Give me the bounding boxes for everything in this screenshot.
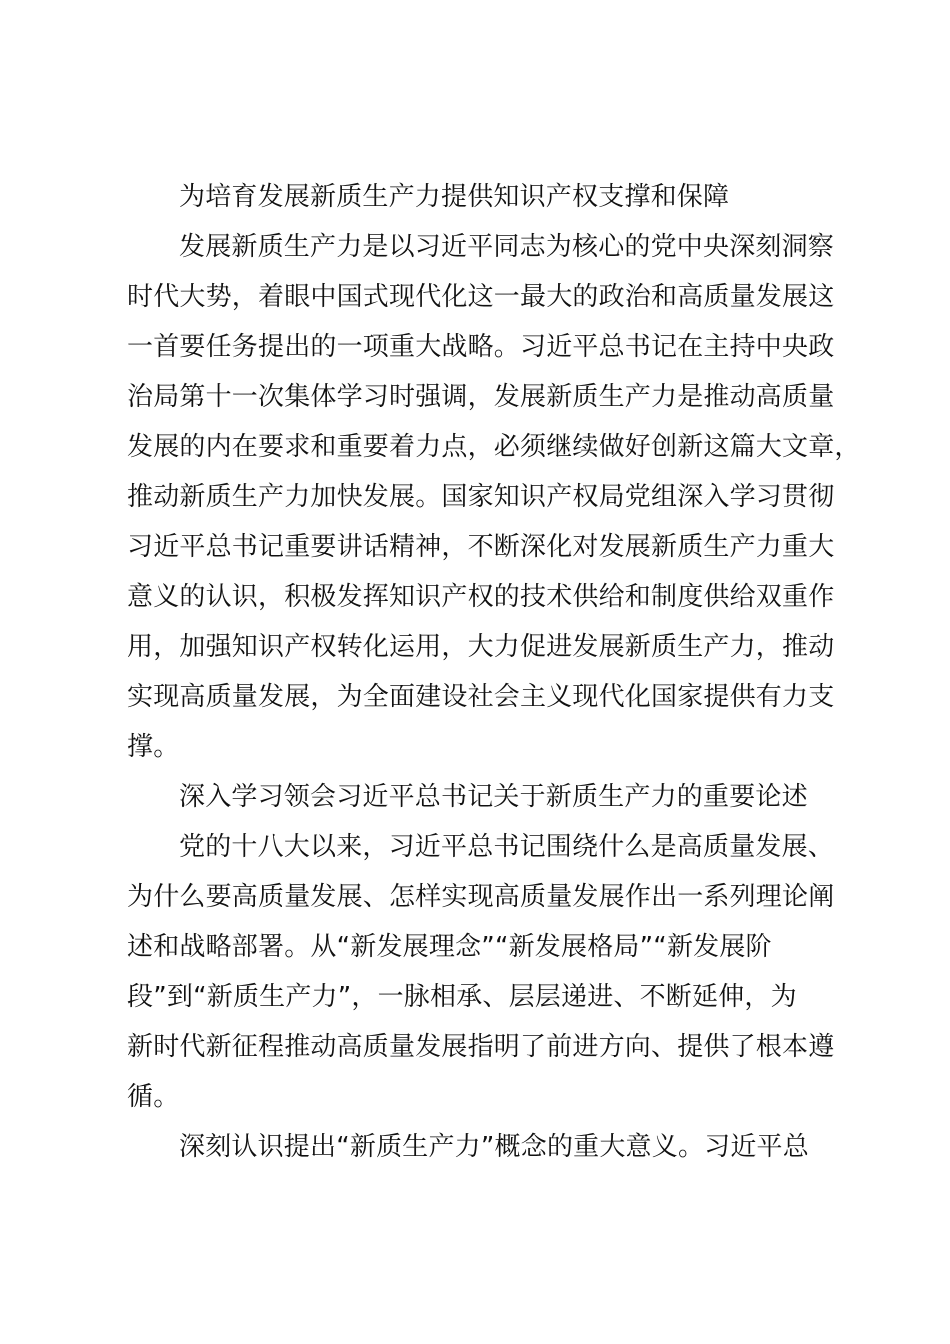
document-page [127,178,861,1172]
paragraph-line: 用，加强知识产权转化运用，大力促进发展新质生产力，推动 [127,632,835,662]
document-title: 为培育发展新质生产力提供知识产权支撑和保障 [179,182,730,212]
section-heading [127,772,833,822]
paragraph-line: 实现高质量发展，为全面建设社会主义现代化国家提供有力支 [127,682,835,712]
paragraph-body [127,822,833,1122]
paragraph-line: 习近平总书记重要讲话精神，不断深化对发展新质生产力重大 [127,532,835,562]
paragraph-line: 推动新质生产力加快发展。国家知识产权局党组深入学习贯彻 [127,482,835,512]
paragraph-line: 治局第十一次集体学习时强调，发展新质生产力是推动高质量 [127,382,835,412]
paragraph-line: 发展的内在要求和重要着力点，必须继续做好创新这篇大文章， [127,432,861,462]
paragraph-line: 深刻认识提出“新质生产力”概念的重大意义。习近平总 [179,1132,809,1162]
paragraph-line: 新时代新征程推动高质量发展指明了前进方向、提供了根本遵 [127,1032,835,1062]
paragraph-line: 述和战略部署。从“新发展理念”“新发展格局”“新发展阶 [127,932,772,962]
paragraph-line: 段”到“新质生产力”，一脉相承、层层递进、不断延伸，为 [127,982,797,1012]
paragraph-line: 撑。 [127,732,180,762]
paragraph-line: 发展新质生产力是以习近平同志为核心的党中央深刻洞察 [179,232,835,262]
paragraph-continued [127,1122,833,1172]
paragraph-line: 循。 [127,1082,180,1112]
paragraph-line: 为什么要高质量发展、怎样实现高质量发展作出一系列理论阐 [127,882,835,912]
paragraph-intro [127,222,861,772]
section-heading-text: 深入学习领会习近平总书记关于新质生产力的重要论述 [179,782,808,812]
paragraph-line: 党的十八大以来，习近平总书记围绕什么是高质量发展、 [179,832,835,862]
paragraph-line: 一首要任务提出的一项重大战略。习近平总书记在主持中央政 [127,332,835,362]
paragraph-line: 时代大势，着眼中国式现代化这一最大的政治和高质量发展这 [127,282,835,312]
paragraph-line: 意义的认识，积极发挥知识产权的技术供给和制度供给双重作 [127,582,835,612]
